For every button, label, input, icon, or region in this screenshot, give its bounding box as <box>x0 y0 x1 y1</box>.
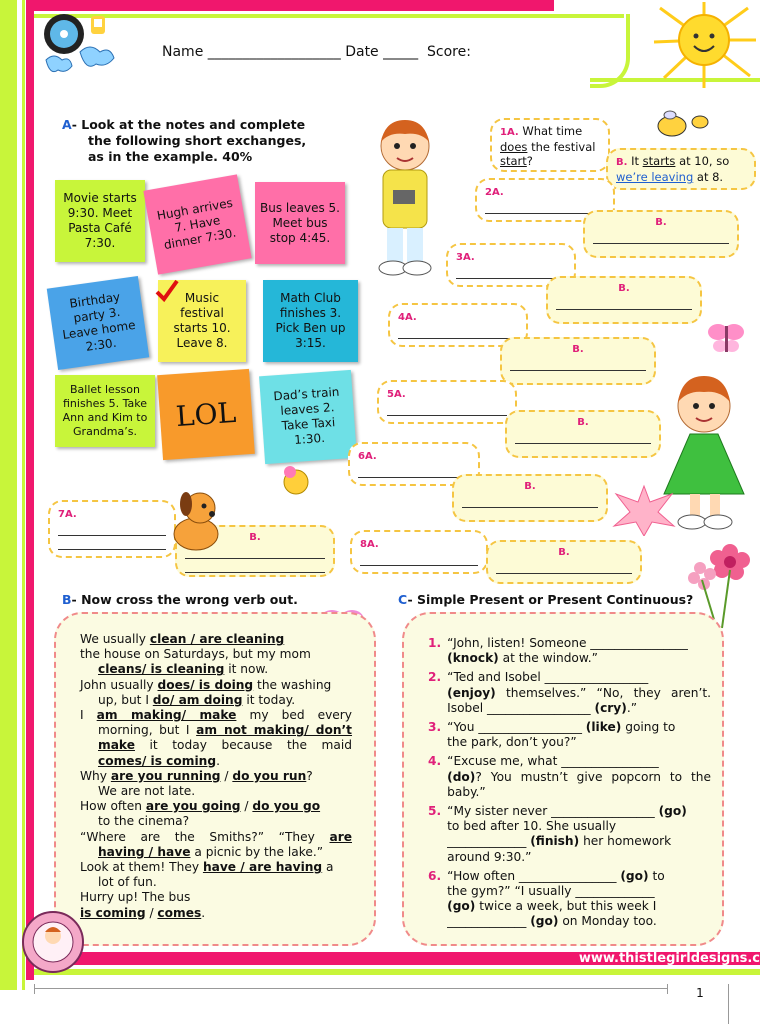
speech-bubble-6b[interactable]: B. <box>452 474 608 522</box>
question-item: 1. “John, listen! Someone ________________ (knock) at the window.” <box>428 636 711 666</box>
question-item: 5. “My sister never _________________ (go) to bed after 10. She usually _____________ (finish) her homework around 9:30.” <box>428 804 687 864</box>
lime-border-curve <box>590 14 630 88</box>
answer-blank[interactable]: “Excuse me, what ________________ <box>447 754 659 769</box>
butterfly-icon <box>706 318 746 358</box>
checkmark-icon <box>154 278 180 304</box>
verb-choice[interactable]: am making/ make <box>96 708 237 723</box>
section-b-title: B- Now cross the wrong verb out. <box>62 592 298 607</box>
speech-bubble-1a: 1A. What time does the festival start? <box>490 118 610 172</box>
verb-choice[interactable]: are <box>329 829 352 844</box>
speech-bubble-6a[interactable]: 6A. <box>348 442 480 486</box>
answer-blank[interactable]: the gym?” “I usually _____________ <box>447 884 655 899</box>
star-burst-icon <box>612 484 676 536</box>
bee-icon <box>652 108 712 140</box>
verb-choice[interactable]: are you running <box>110 768 221 783</box>
verb-choice[interactable]: have / are having <box>202 860 323 875</box>
sticky-note: LOL <box>157 369 255 460</box>
question-item: 3. “You _________________ (like) going to the park, don’t you?” <box>428 720 676 750</box>
verb-choice[interactable]: am not making/ don’t <box>196 723 353 738</box>
section-letter: A <box>62 117 72 132</box>
question-item: 6. “How often ________________ (go) to the gym?” “I usually _____________ (go) twice a week, but this week I _____________ (go) on Monday too. <box>428 869 711 930</box>
ladybug-icon <box>276 462 316 502</box>
speech-bubble-5a[interactable]: 5A. <box>377 380 517 424</box>
sticky-note: Math Club finishes 3. Pick Ben up 3:15. <box>263 280 358 362</box>
verb-choice[interactable]: are you going <box>145 799 241 814</box>
section-c-title: C- Simple Present or Present Continuous? <box>398 592 694 607</box>
verb-choice[interactable]: clean / are cleaning <box>149 632 285 646</box>
verb-choice[interactable]: do you go <box>252 799 321 814</box>
answer-blank[interactable]: Isobel _________________ <box>447 700 591 715</box>
speech-bubble-2a[interactable]: 2A. <box>475 178 615 222</box>
sticky-note: Dad’s train leaves 2. Take Taxi 1:30. <box>259 370 357 464</box>
lime-border-left-thin <box>22 0 25 990</box>
speech-bubble-5b[interactable]: B. <box>505 410 661 458</box>
sticky-note: Bus leaves 5. Meet bus stop 4:45. <box>255 182 345 264</box>
speech-bubble-7b[interactable]: B. <box>175 525 335 577</box>
answer-blank[interactable]: “John, listen! Someone ________________ <box>447 636 688 650</box>
speech-bubble-2b[interactable]: B. <box>583 210 739 258</box>
sun-icon <box>630 0 760 90</box>
answer-blank[interactable]: “How often ________________ <box>447 868 617 883</box>
answer-blank[interactable]: “My sister never _________________ <box>447 804 655 819</box>
speech-bubble-1b: B. It starts at 10, so we’re leaving at 8. <box>606 148 756 190</box>
sticky-note: Hugh arrives 7. Have dinner 7:30. <box>143 174 251 274</box>
speech-bubble-3a[interactable]: 3A. <box>446 243 576 287</box>
speech-bubble-3b[interactable]: B. <box>546 276 702 324</box>
question-item: 4. “Excuse me, what ________________ (do)? You mustn’t give popcorn to the baby.” <box>428 754 711 799</box>
lime-border-bottom <box>34 969 760 975</box>
boy-illustration <box>365 118 445 280</box>
verb-choice[interactable]: do you run <box>232 768 307 783</box>
answer-blank[interactable]: “Ted and Isobel _________________ <box>447 670 649 685</box>
footer-rule <box>34 988 668 989</box>
sticky-note: Birthday party 3. Leave home 2:30. <box>47 276 150 370</box>
speech-bubble-8b[interactable]: B. <box>486 540 642 584</box>
footer-tick <box>728 984 729 1024</box>
question-item: 2. “Ted and Isobel _________________ (enjoy) themselves.” “No, they aren’t. Isobel _________________ (cry).” <box>428 670 711 715</box>
verb-choice[interactable]: cleans/ is cleaning <box>98 662 225 677</box>
answer-blank[interactable]: “You _________________ <box>447 720 582 735</box>
sticky-note: Ballet lesson finishes 5. Take Ann and Kim to Grandma’s. <box>55 375 155 447</box>
section-b-text: We usually clean / are cleaning the house on Saturdays, but my mom cleans/ is cleaning it now. John usually does/ is doing the washing up, but I do/ am doing it today. I am making/ make my bed every morning, but I am not making/ don’t make it today because the maid comes/ is coming. Why are you running / do you run? We are not late. How often are you going / do you go to the cinema? “Where are the Smiths?” “They are having / have a picnic by the lake.” Look at them! They have / are having a lot of fun. Hurry up! The bus is coming / comes. <box>80 632 353 920</box>
answer-blank[interactable]: _____________ <box>447 914 527 929</box>
footer-tick <box>667 984 668 994</box>
clipart-icons <box>36 4 126 82</box>
cloud-icon <box>80 47 114 66</box>
lime-border-left <box>0 0 17 990</box>
section-c-text <box>428 636 711 930</box>
footer-tick <box>34 984 35 994</box>
sticky-note: Music festival starts 10. Leave 8. <box>158 280 246 362</box>
speech-bubble-8a[interactable]: 8A. <box>350 530 488 574</box>
verb-choice[interactable]: do/ am doing <box>152 692 243 707</box>
name-date-score-line[interactable]: Name ___________________ Date _____ Score: <box>162 44 471 60</box>
verb-choice[interactable]: having / have <box>98 844 191 859</box>
answer-blank[interactable]: _____________ <box>447 834 527 849</box>
footer-url[interactable]: www.thistlegirldesigns.c <box>578 951 760 966</box>
pink-border-left <box>26 0 34 980</box>
speech-bubble-4b[interactable]: B. <box>500 337 656 385</box>
verb-choice[interactable]: comes <box>157 905 202 920</box>
verb-choice[interactable]: is coming <box>80 905 146 920</box>
speech-bubble-4a[interactable]: 4A. <box>388 303 528 347</box>
verb-choice[interactable]: make <box>98 738 135 753</box>
speech-bubble-7a[interactable]: 7A. <box>48 500 176 558</box>
section-a-instructions: A- Look at the notes and complete the following short exchanges, as in the example. 40% <box>62 117 307 164</box>
dog-illustration <box>166 490 226 554</box>
page-number: 1 <box>696 986 704 1000</box>
thistlegirl-logo <box>16 908 90 974</box>
verb-choice[interactable]: comes/ is coming <box>98 753 217 768</box>
verb-choice[interactable]: does/ is doing <box>157 677 254 692</box>
sticky-note: Movie starts 9:30. Meet Pasta Café 7:30. <box>55 180 145 262</box>
